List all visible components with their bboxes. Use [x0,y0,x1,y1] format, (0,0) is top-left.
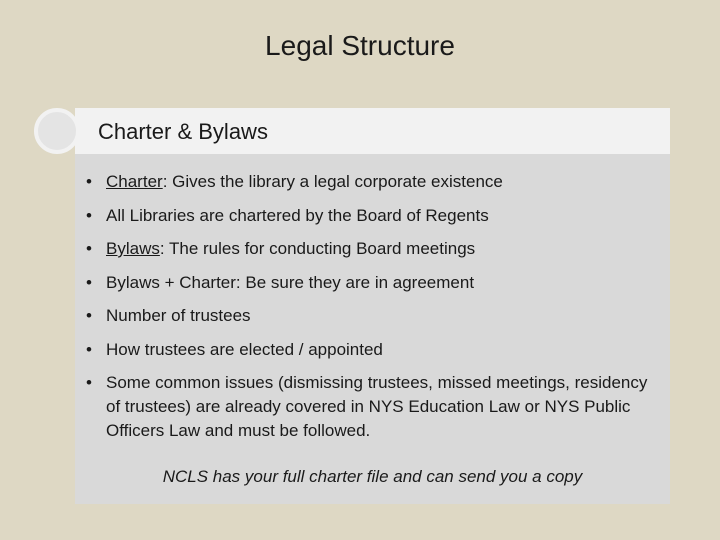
charter-note: NCLS has your full charter file and can send you a copy [162,467,583,486]
bullet-text: Bylaws + Charter: Be sure they are in agreement [106,272,475,292]
bullet-term: Charter [106,172,163,191]
slide-title: Legal Structure [265,30,455,61]
bullet-charter [84,170,664,194]
section-heading: Charter & Bylaws [98,119,268,144]
bullet-text: Number of trustees [106,306,251,325]
bullet-text: : The rules for conducting Board meetings [159,239,476,258]
bullet-number-of-trustees [84,304,664,328]
bullet-agreement [84,271,664,295]
circle-decoration [34,108,80,154]
bullet-text: All Libraries are chartered by the Board of Regents [106,205,489,225]
bullet-bylaws [84,237,664,261]
bullet-common-issues [84,371,664,443]
bullet-text: : Gives the library a legal corporate existence [162,172,503,191]
bullet-term: Bylaws [106,239,160,258]
bullet-chartered-by [84,204,664,228]
bullet-elected-appointed [84,338,664,362]
bullet-text: Some common issues (dismissing trustees, missed meetings, residency of trustees) are already covered in NYS Education Law or NYS Public Officers Law and must be followed. [106,373,648,440]
bullet-text: How trustees are elected / appointed [106,339,383,359]
bullet-list [84,170,664,453]
